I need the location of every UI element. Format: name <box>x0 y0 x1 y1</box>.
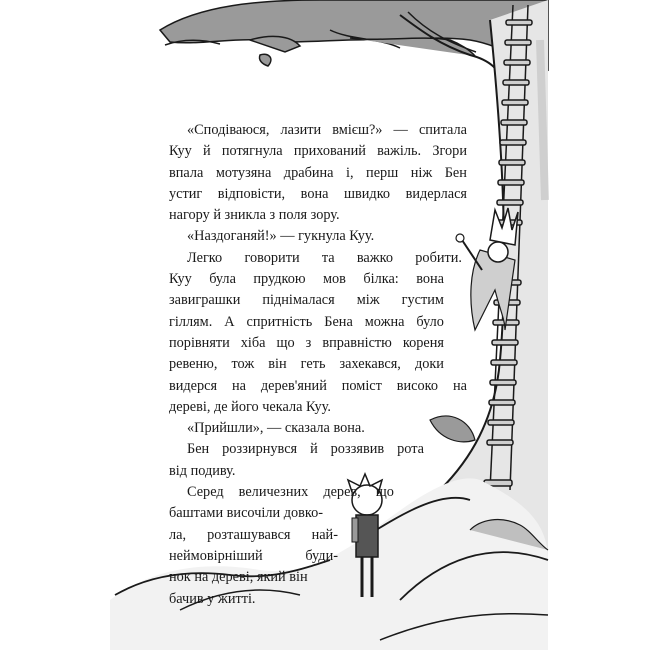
text-line: ревеню, тож він геть захекався, доки <box>169 356 444 373</box>
text-line: устиг відповісти, вона швидко видерлася <box>169 185 467 202</box>
text-line: «Сподіваюся, лазити вмієш?» — спитала <box>187 122 467 138</box>
text-line: Куу й потягнула прихований важіль. Згори <box>169 143 467 160</box>
text-line: від подиву. <box>169 462 236 479</box>
text-line: Серед величезних дерев, що <box>187 484 394 501</box>
text-line: Легко говорити та важко робити. <box>187 249 462 266</box>
text-line: завиграшки піднімалася між густим <box>169 292 444 309</box>
tree-canopy-icon <box>160 0 548 70</box>
text-line: видерся на дерев'яний поміст високо на <box>169 377 467 394</box>
text-line: ла, розташувався най- <box>169 526 338 543</box>
text-line: порівняти хіба що з вправністю кореня <box>169 334 444 351</box>
text-line: нок на дереві, який він <box>169 569 308 586</box>
text-line: дереві, де його чекала Куу. <box>169 398 331 415</box>
text-line: нагору й зникла з поля зору. <box>169 207 340 224</box>
story-text <box>169 120 467 610</box>
text-line: Бен роззирнувся й роззявив рота <box>187 441 424 458</box>
text-line: впала мотузяна драбина і, перш ніж Бен <box>169 164 467 181</box>
text-line: гіллям. А спритність Бена можна було <box>169 313 444 330</box>
text-line: «Наздоганяй!» — гукнула Куу. <box>187 228 375 245</box>
text-line: бачив у житті. <box>169 590 256 607</box>
text-line: неймовірніший буди- <box>169 547 338 564</box>
text-line: баштами височіли довко- <box>169 505 324 522</box>
text-line: Куу була прудкою мов білка: вона <box>169 271 444 288</box>
text-line: «Прийшли», — сказала вона. <box>187 420 365 437</box>
